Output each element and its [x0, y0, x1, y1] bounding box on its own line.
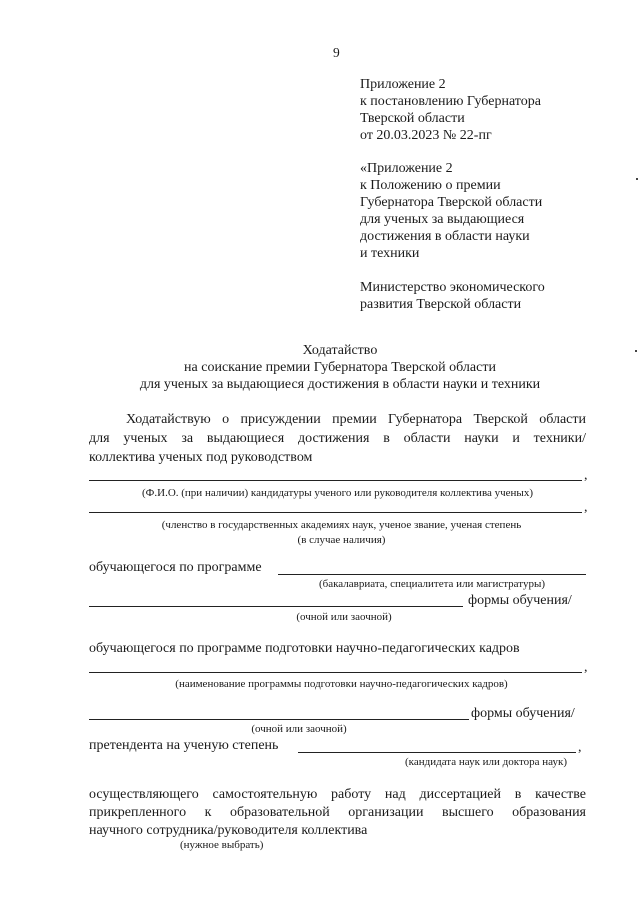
- membership-blank-line[interactable]: [89, 512, 582, 513]
- degree-blank-line[interactable]: [298, 752, 576, 753]
- comma: ,: [584, 660, 588, 675]
- studying-program-label: обучающегося по программе: [89, 560, 262, 575]
- dissertation-text-line: осуществляющего самостоятельную работу над диссертацией в качестве: [89, 787, 586, 802]
- hint-choose: (нужное выбрать): [180, 839, 264, 851]
- regulation-line: достижения в области науки: [360, 229, 530, 244]
- fio-blank-line[interactable]: [89, 480, 582, 481]
- regulation-line: «Приложение 2: [360, 161, 453, 176]
- dissertation-text-line: научного сотрудника/руководителя коллектива: [89, 823, 368, 838]
- petition-text-line: для ученых за выдающиеся достижения в области науки и техники/: [89, 431, 586, 446]
- dissertation-text-line: прикрепленного к образовательной организации высшего образования: [89, 805, 586, 820]
- comma: ,: [584, 500, 588, 515]
- hint-fio: (Ф.И.О. (при наличии) кандидатуры ученого или руководителя коллектива ученых): [142, 487, 533, 499]
- addressee-line: развития Тверской области: [360, 297, 522, 312]
- regulation-line: к Положению о премии: [360, 178, 501, 193]
- hint-form: (очной или заочной): [296, 611, 392, 623]
- petition-text-line: коллектива ученых под руководством: [89, 450, 313, 465]
- program-blank-line[interactable]: [278, 574, 586, 575]
- hint-degree: (кандидата наук или доктора наук): [405, 756, 567, 768]
- scan-speck: [635, 350, 637, 352]
- comma: ,: [578, 740, 582, 755]
- page-number: 9: [333, 45, 340, 60]
- form-of-study-label: формы обучения/: [468, 593, 572, 608]
- title-subheading: на соискание премии Губернатора Тверской области: [184, 360, 496, 375]
- appendix-line: к постановлению Губернатора: [360, 94, 541, 109]
- addressee-line: Министерство экономического: [360, 280, 545, 295]
- hint-form: (очной или заочной): [251, 723, 347, 735]
- appendix-line: от 20.03.2023 № 22-пг: [360, 128, 492, 143]
- studying-postgrad-label: обучающегося по программе подготовки научно-педагогических кадров: [89, 641, 520, 656]
- hint-membership: (в случае наличия): [297, 534, 386, 546]
- degree-applicant-label: претендента на ученую степень: [89, 738, 279, 753]
- form-of-study-label: формы обучения/: [471, 706, 575, 721]
- appendix-line: Тверской области: [360, 111, 465, 126]
- petition-text-line: Ходатайствую о присуждении премии Губернатора Тверской области: [126, 412, 586, 427]
- form-blank-line[interactable]: [89, 719, 469, 720]
- postgrad-blank-line[interactable]: [89, 672, 582, 673]
- scan-speck: [636, 178, 638, 180]
- form-blank-line[interactable]: [89, 606, 463, 607]
- title-heading: Ходатайство: [302, 343, 378, 358]
- regulation-line: Губернатора Тверской области: [360, 195, 543, 210]
- regulation-line: и техники: [360, 246, 420, 261]
- hint-postgrad: (наименование программы подготовки научно-педагогических кадров): [175, 678, 508, 690]
- hint-membership: (членство в государственных академиях наук, ученое звание, ученая степень: [161, 519, 522, 531]
- title-subheading: для ученых за выдающиеся достижения в области науки и техники: [139, 377, 541, 392]
- regulation-line: для ученых за выдающиеся: [360, 212, 525, 227]
- comma: ,: [584, 468, 588, 483]
- appendix-line: Приложение 2: [360, 77, 446, 92]
- hint-program: (бакалавриата, специалитета или магистратуры): [318, 578, 546, 590]
